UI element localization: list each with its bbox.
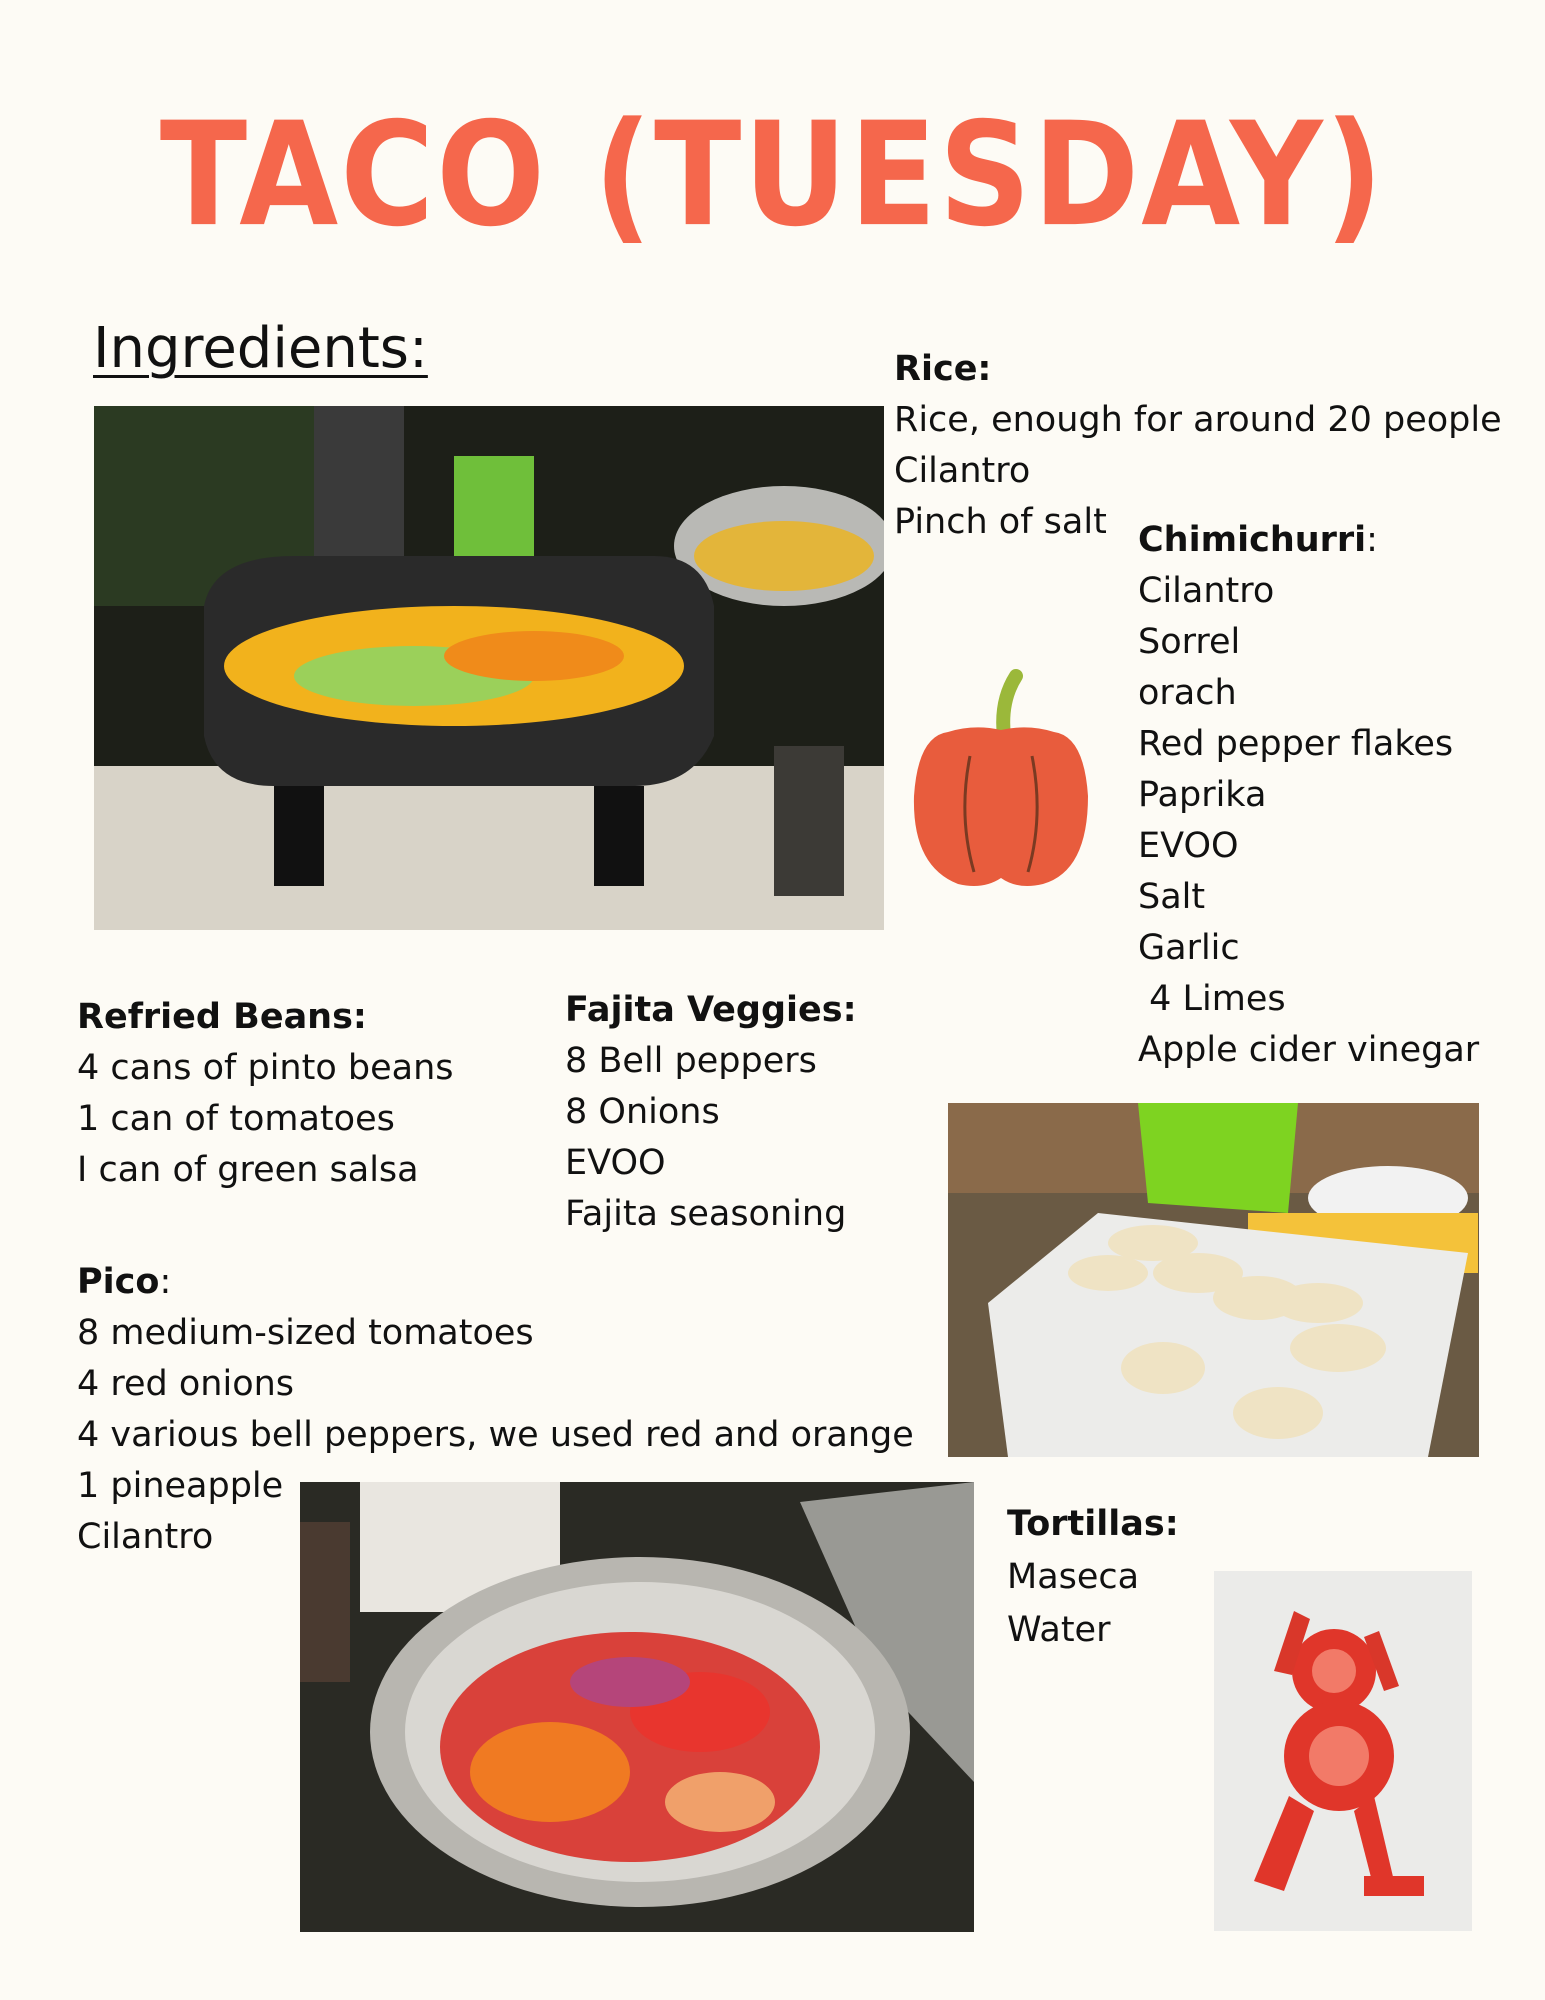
list-item: Fajita seasoning (565, 1194, 847, 1234)
list-item: Sorrel (1138, 622, 1241, 662)
ingredients-heading: Ingredients: (93, 316, 428, 381)
tortillas-header: Tortillas: (1007, 1504, 1179, 1544)
list-item: Cilantro (894, 451, 1031, 491)
list-item: Apple cider vinegar (1138, 1030, 1480, 1070)
list-item: I can of green salsa (77, 1150, 419, 1190)
pico-header: Pico (77, 1262, 160, 1302)
pico-bowl-photo (300, 1482, 974, 1932)
chimichurri-colon: : (1366, 520, 1378, 560)
list-item: 4 red onions (77, 1364, 295, 1404)
list-item: Maseca (1007, 1557, 1140, 1597)
list-item: 8 medium-sized tomatoes (77, 1313, 534, 1353)
list-item: 1 pineapple (77, 1466, 284, 1506)
chimichurri-section (1138, 515, 1479, 1076)
fajita-skillet-photo (94, 406, 884, 930)
list-item: Red pepper flakes (1138, 724, 1454, 764)
list-item: orach (1138, 673, 1237, 713)
list-item: Garlic (1138, 928, 1240, 968)
list-item: Salt (1138, 877, 1206, 917)
list-item: Water (1007, 1610, 1111, 1650)
list-item: Cilantro (1138, 571, 1275, 611)
list-item: Rice, enough for around 20 people (894, 400, 1502, 440)
list-item: Paprika (1138, 775, 1267, 815)
list-item: EVOO (565, 1143, 666, 1183)
list-item: 8 Bell peppers (565, 1041, 817, 1081)
fajita-veggies-section (565, 985, 857, 1240)
list-item: 8 Onions (565, 1092, 720, 1132)
tortillas-section (1007, 1498, 1179, 1657)
pico-colon: : (159, 1262, 172, 1302)
list-item: 4 Limes (1138, 979, 1286, 1019)
chimichurri-header: Chimichurri (1138, 520, 1367, 560)
chimichurri-header-row (1138, 515, 1479, 566)
page-title: TACO (TUESDAY) (159, 92, 1386, 259)
list-item: Cilantro (77, 1517, 214, 1557)
refried-beans-header: Refried Beans: (77, 997, 367, 1037)
list-item: EVOO (1138, 826, 1239, 866)
list-item: Pinch of salt (894, 502, 1107, 542)
bell-pepper-icon (908, 666, 1094, 896)
fajita-veggies-header: Fajita Veggies: (565, 990, 857, 1030)
rice-header: Rice: (894, 349, 992, 389)
tortillas-photo (948, 1103, 1479, 1457)
pico-header-row (77, 1257, 914, 1308)
list-item: 4 cans of pinto beans (77, 1048, 454, 1088)
tomato-figure-photo (1214, 1571, 1472, 1931)
list-item: 4 various bell peppers, we used red and orange (77, 1415, 914, 1455)
refried-beans-section (77, 992, 454, 1196)
list-item: 1 can of tomatoes (77, 1099, 395, 1139)
